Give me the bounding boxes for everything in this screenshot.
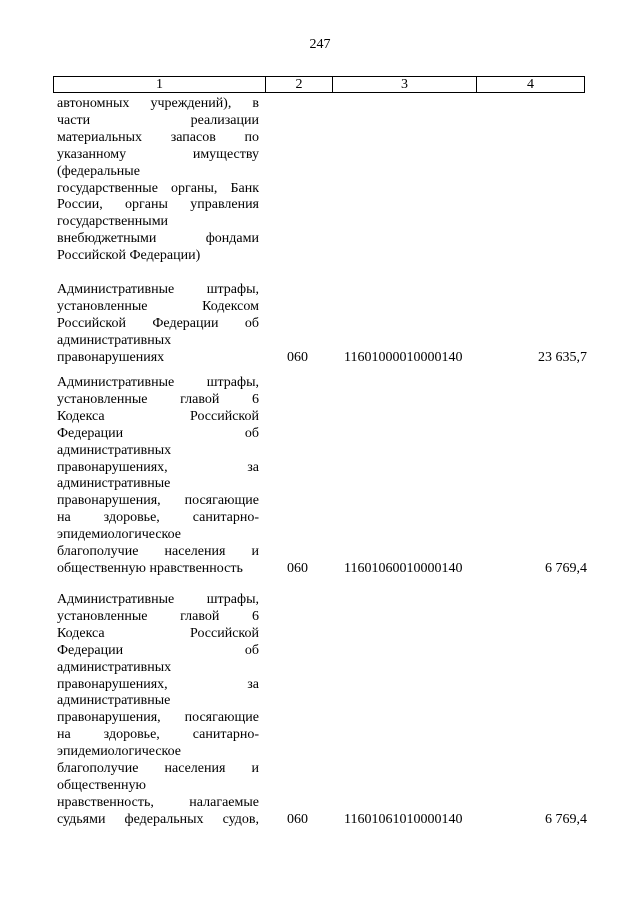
description-line: внебюджетными фондами — [57, 231, 259, 247]
table-row — [57, 592, 587, 829]
column-header-2: 2 — [266, 77, 333, 92]
description-line: Кодекса Российской — [57, 408, 259, 424]
budget-classification-code: 11601000010000140 — [344, 349, 463, 365]
description-line: общественную нравственность — [57, 560, 243, 576]
description-line: правонарушениях, за — [57, 459, 259, 475]
amount: 6 769,4 — [545, 560, 587, 576]
description-line: административных — [57, 442, 172, 458]
description-line: административных — [57, 659, 172, 675]
admin-code: 060 — [287, 349, 308, 365]
table-row — [57, 282, 587, 367]
description-line: установленные главой 6 — [57, 608, 259, 624]
description-line: правонарушения, посягающие — [57, 710, 259, 726]
description-line: государственными — [57, 214, 169, 230]
description-line: Административные штрафы, — [57, 375, 259, 390]
description-line: административных — [57, 332, 172, 348]
description-line: установленные Кодексом — [57, 298, 259, 314]
description-line: Российской Федерации) — [57, 248, 201, 264]
admin-code: 060 — [287, 560, 308, 576]
description-line: материальных запасов по — [57, 129, 259, 145]
description-line: Административные штрафы, — [57, 282, 259, 297]
row-description — [57, 592, 259, 829]
description-line: правонарушения, посягающие — [57, 493, 259, 509]
budget-classification-code: 11601060010000140 — [344, 560, 463, 576]
description-line: автономных учреждений), в — [57, 96, 259, 111]
description-line: административные — [57, 693, 171, 709]
row-description — [57, 375, 259, 578]
table-row — [57, 375, 587, 578]
description-line: эпидемиологическое — [57, 744, 182, 760]
description-line: судьями федеральных судов, — [57, 811, 259, 827]
description-line: нравственность, налагаемые — [57, 794, 259, 810]
description-line: установленные главой 6 — [57, 391, 259, 407]
description-line: общественную — [57, 777, 146, 793]
row-description — [57, 282, 259, 367]
page-number: 247 — [309, 37, 331, 52]
description-line: части реализации — [57, 112, 259, 128]
description-line: Кодекса Российской — [57, 625, 259, 641]
description-line: благополучие населения и — [57, 761, 259, 777]
description-line: Федерации об — [57, 642, 259, 658]
table-header — [53, 76, 585, 93]
column-header-1: 1 — [54, 77, 266, 92]
description-line: на здоровье, санитарно- — [57, 510, 259, 526]
amount: 6 769,4 — [545, 811, 587, 827]
description-line: России, органы управления — [57, 197, 259, 213]
description-line: административные — [57, 476, 171, 492]
description-line: указанному имуществу — [57, 146, 259, 162]
amount: 23 635,7 — [538, 349, 587, 365]
description-line: на здоровье, санитарно- — [57, 727, 259, 743]
description-line: Федерации об — [57, 425, 259, 441]
description-line: правонарушениях, за — [57, 676, 259, 692]
description-line: Российской Федерации об — [57, 315, 259, 331]
description-line: (федеральные — [57, 163, 140, 179]
description-line: эпидемиологическое — [57, 527, 182, 543]
description-line: правонарушениях — [57, 349, 165, 365]
description-line: государственные органы, Банк — [57, 180, 259, 196]
admin-code: 060 — [287, 811, 308, 827]
continuation-description — [57, 96, 259, 265]
description-line: Административные штрафы, — [57, 592, 259, 607]
description-line: благополучие населения и — [57, 544, 259, 560]
budget-classification-code: 11601061010000140 — [344, 811, 463, 827]
column-header-3: 3 — [333, 77, 477, 92]
column-header-4: 4 — [527, 77, 534, 92]
